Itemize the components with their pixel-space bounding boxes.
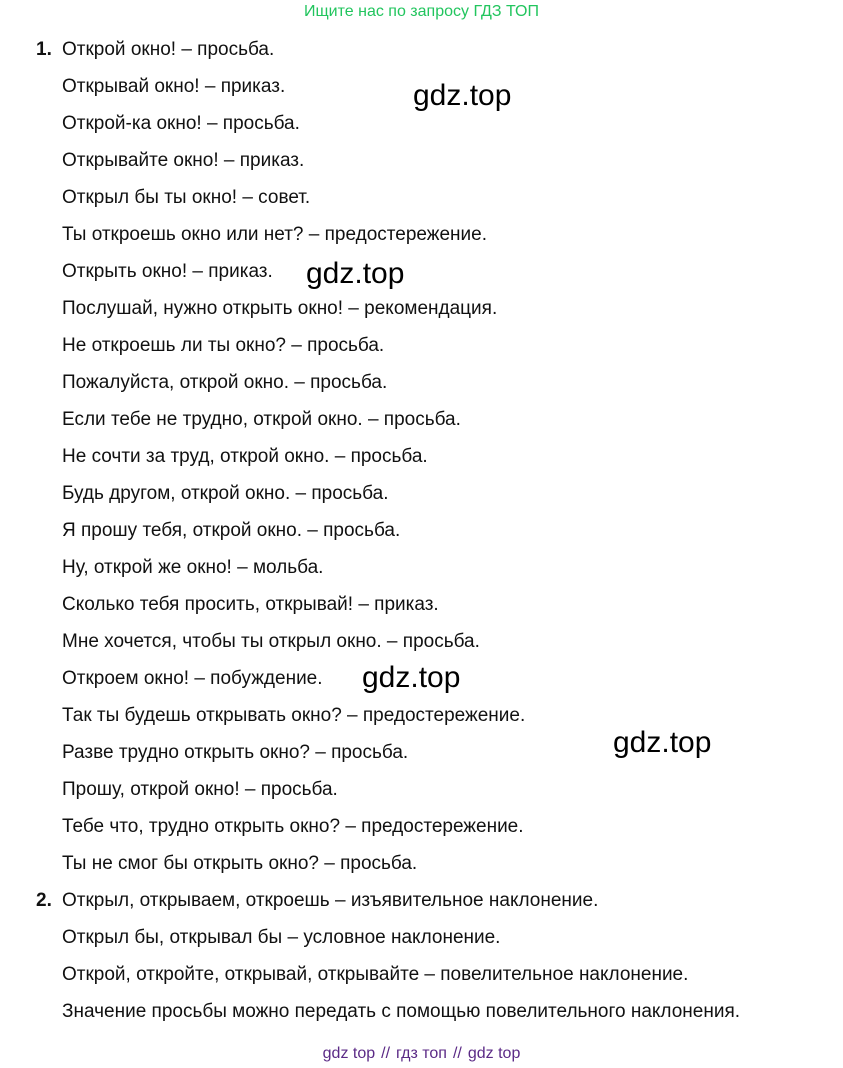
answer-line: Тебе что, трудно открыть окно? – предостережение.	[62, 816, 524, 837]
answer-line: Ну, открой же окно! – мольба.	[62, 557, 324, 578]
answer-line: Не откроешь ли ты окно? – просьба.	[62, 335, 385, 356]
answer-line: Значение просьбы можно передать с помощью повелительного наклонения.	[62, 1001, 741, 1022]
section-number: 1.	[36, 39, 52, 60]
answer-line: Открыл бы, открывал бы – условное наклонение.	[62, 927, 501, 948]
footer-separator: //	[452, 1045, 462, 1062]
footer	[0, 1044, 843, 1064]
answer-line: Открывайте окно! – приказ.	[62, 150, 305, 171]
watermark: gdz.top	[306, 257, 405, 290]
answer-line: Разве трудно открыть окно? – просьба.	[62, 742, 409, 763]
footer-separator: //	[381, 1045, 391, 1062]
answer-line	[36, 889, 599, 913]
footer-link[interactable]: gdz top	[322, 1045, 376, 1062]
answer-line: Откроем окно! – побуждение.	[62, 668, 323, 689]
answer-line: Я прошу тебя, открой окно. – просьба.	[62, 520, 401, 541]
answer-line: Не сочти за труд, открой окно. – просьба.	[62, 446, 428, 467]
watermark: gdz.top	[413, 79, 512, 112]
footer-link[interactable]: gdz top	[467, 1045, 521, 1062]
answer-line: Открой-ка окно! – просьба.	[62, 113, 300, 134]
answer-text: Открыл, открываем, откроешь – изъявительное наклонение.	[62, 890, 599, 911]
answer-line: Сколько тебя просить, открывай! – приказ.	[62, 594, 439, 615]
answer-line: Ты откроешь окно или нет? – предостережение.	[62, 224, 487, 245]
answer-line: Мне хочется, чтобы ты открыл окно. – просьба.	[62, 631, 480, 652]
answer-line: Открыть окно! – приказ.	[62, 261, 273, 282]
answer-text: Открой окно! – просьба.	[62, 39, 275, 60]
answer-line: Пожалуйста, открой окно. – просьба.	[62, 372, 388, 393]
watermark: gdz.top	[613, 726, 712, 759]
top-banner: Ищите нас по запросу ГДЗ ТОП	[304, 3, 539, 20]
answer-line: Ты не смог бы открыть окно? – просьба.	[62, 853, 418, 874]
footer-link[interactable]: гдз топ	[396, 1045, 447, 1062]
answer-line: Так ты будешь открывать окно? – предостережение.	[62, 705, 526, 726]
answer-line: Послушай, нужно открыть окно! – рекомендация.	[62, 298, 498, 319]
answer-line: Открыл бы ты окно! – совет.	[62, 187, 311, 208]
answer-line: Если тебе не трудно, открой окно. – просьба.	[62, 409, 461, 430]
answer-line: Открой, откройте, открывай, открывайте – повелительное наклонение.	[62, 964, 689, 985]
section-number: 2.	[36, 890, 52, 911]
answer-line: Прошу, открой окно! – просьба.	[62, 779, 338, 800]
answer-line	[36, 38, 275, 62]
answer-line: Будь другом, открой окно. – просьба.	[62, 483, 389, 504]
answer-line: Открывай окно! – приказ.	[62, 76, 286, 97]
watermark: gdz.top	[362, 661, 461, 694]
